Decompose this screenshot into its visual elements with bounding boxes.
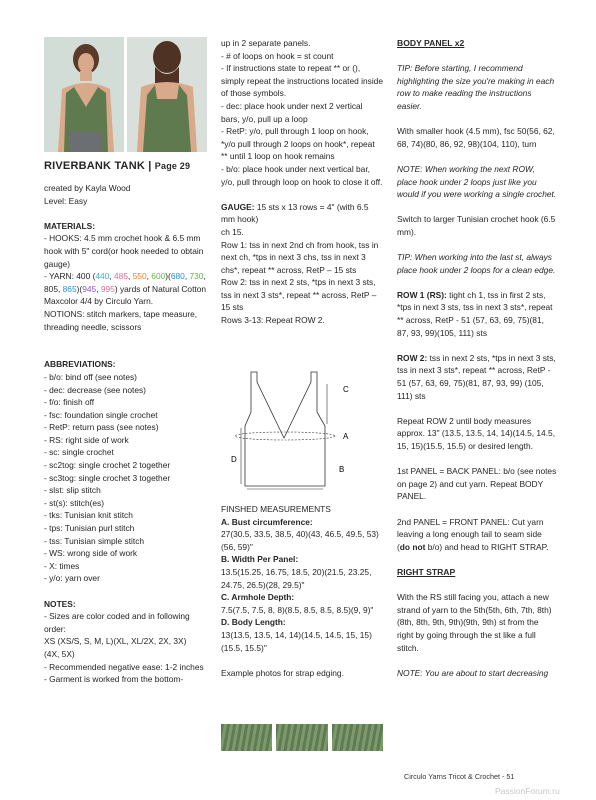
strap-instruction: With the RS still facing you, attach a new strand of yarn to the 5th(5th, 6th, 7th, 8th)(8th, 8th, 9th, 9th)(9th, 9th) st from the right by going through the st like a full stitch. [397, 592, 552, 653]
diagram-label-a: A [343, 432, 349, 441]
abbr-item: - st(s): stitch(es) [44, 497, 105, 508]
abbr-item: - fsc: foundation single crochet [44, 409, 158, 420]
abbr-item: - WS: wrong side of work [44, 548, 138, 559]
notes-cont: up in 2 separate panels. [221, 38, 311, 48]
abbr-item: - dec: decrease (see notes) [44, 384, 146, 395]
page-reference: Page 29 [154, 161, 191, 171]
armhole-values: 7.5(7.5, 7.5, 8, 8)(8.5, 8.5, 8.5, 8.5)(9, 9)" [221, 604, 374, 615]
panel-2: 2nd PANEL = FRONT PANEL: Cut yarn leaving a long enough tail to seam side (do not b/o) and head to RIGHT STRAP. [397, 516, 549, 552]
column-3 [397, 37, 557, 679]
repeat-instruction: Repeat ROW 2 until body measures approx. 13" (13.5, 13.5, 14, 14)(14.5, 14.5, 15, 15)(15.5, 15.5) or desired length. [397, 415, 556, 451]
notes-size-order-2: (4X, 5X) [44, 648, 75, 659]
note-2: NOTE: You are about to start decreasing [397, 667, 549, 678]
switch-hook: Switch to larger Tunisian crochet hook (6.5 mm). [397, 214, 556, 237]
body-length-values: 13(13.5, 13.5, 14, 14)(14.5, 14.5, 15, 15) (15.5, 15.5)" [221, 629, 372, 653]
title-text: RIVERBANK TANK [44, 160, 145, 172]
materials-heading: MATERIALS: [44, 220, 96, 231]
notes-cont: - dec: place hook under next 2 vertical bars, y/o, pull up a loop [221, 100, 363, 124]
notes-size-order: XS (XS/S, S, M, L)(XL, XL/2X, 2X, 3X) [44, 636, 187, 647]
notes-ease: - Recommended negative ease: 1-2 inches [44, 661, 204, 672]
column-2 [221, 37, 383, 327]
right-strap-heading: RIGHT STRAP [397, 566, 456, 577]
abbr-item: - b/o: bind off (see notes) [44, 371, 137, 382]
diagram-label-b: B [339, 465, 345, 474]
column-1 [44, 182, 210, 686]
notes-cont: - # of loops on hook = st count [221, 50, 334, 61]
materials-notions: NOTIONS: stitch markers, tape measure, threading needle, scissors [44, 308, 198, 332]
notes-heading: NOTES: [44, 598, 76, 609]
page-footer: Circulo Yarns Tricot & Crochet - 51 [404, 772, 515, 781]
model-photo-front [44, 37, 124, 152]
abbr-item: - sc2tog: single crochet 2 together [44, 460, 171, 471]
notes-worked: - Garment is worked from the bottom- [44, 674, 184, 685]
abbr-item: - RetP: return pass (see notes) [44, 422, 159, 433]
abbr-item: - sc3tog: single crochet 3 together [44, 472, 171, 483]
materials-yarn: - YARN: 400 (440, 485, 550, 600)(680, 730, 805, 865)(945, 995) yards of Natural Cotton Maxcolor 4/4 by Circulo Yarn. [44, 271, 207, 307]
gauge-row: Row 2: tss in next 2 sts, *tps in next 3 sts, tss in next 3 sts*, repeat ** across, RetP – 15 sts [221, 277, 377, 313]
abbr-item: - tps: Tunisian purl stitch [44, 523, 135, 534]
gauge-ch: ch 15. [221, 226, 244, 237]
gauge-row: Row 1: tss in next 2nd ch from hook, tss in next ch, *tps in next 3 chs, tss in next 3 chs*, repeat ** across, RetP – 15 sts [221, 239, 379, 275]
notes-cont: - b/o: place hook under next vertical bar, y/o, pull through loop on hook to close it off. [221, 163, 383, 187]
abbr-item: - sc: single crochet [44, 447, 114, 458]
strap-edging-photos [221, 724, 383, 751]
tip-1: TIP: Before starting, I recommend highlighting the size you're making in each row to make reading the instructions easier. [397, 63, 555, 111]
watermark: PassionForum.ru [495, 786, 560, 796]
designer: created by Kayla Wood [44, 183, 131, 193]
gauge-row: Rows 3-13: Repeat ROW 2. [221, 315, 325, 326]
note-1: NOTE: When working the next ROW, place hook under 2 loops just like you would if you were working a single crochet. [397, 163, 557, 200]
diagram-label-d: D [231, 455, 237, 464]
abbr-item: - X: times [44, 560, 80, 571]
abbr-item: - tss: Tunisian simple stitch [44, 535, 145, 546]
strap-photo [332, 724, 383, 751]
fm-heading: FINSHED MEASUREMENTS [221, 504, 331, 514]
abbr-item: - f/o: finish off [44, 397, 95, 408]
abbr-item: - RS: right side of work [44, 434, 129, 445]
row-1: ROW 1 (RS): tight ch 1, tss in first 2 sts, *tps in next 3 sts, tss in next 3 sts*, repeat ** across, RetP - 51 (57, 63, 69, 75)(81, 87, 93, 99)(105, 111) sts [397, 289, 553, 338]
gauge: GAUGE: 15 sts x 13 rows = 4" (with 6.5 mm hook) [221, 201, 369, 225]
pattern-title: RIVERBANK TANK | Page 29 [44, 160, 191, 172]
abbr-item: - tks: Tunisian knit stitch [44, 510, 133, 521]
armhole-label: C. Armhole Depth: [221, 592, 295, 603]
abbreviations-heading: ABBREVIATIONS: [44, 359, 116, 370]
model-photo-back [127, 37, 207, 152]
notes-sizes: - Sizes are color coded and in following order: [44, 611, 190, 634]
row-2: ROW 2: tss in next 2 sts, *tps in next 3 sts, tss in next 3 sts*, repeat ** across, RetP - 51 (57, 63, 69, 75)(81, 87, 93, 99) (105, 111) sts [397, 352, 556, 401]
strap-photo [221, 724, 272, 751]
diagram-label-c: C [343, 385, 349, 394]
strap-photo [276, 724, 327, 751]
level: Level: Easy [44, 195, 88, 206]
bust-label: A. Bust circumference: [221, 516, 313, 527]
notes-cont: - If instructions state to repeat ** or (), simply repeat the instructions located inside of those symbols. [221, 63, 383, 99]
body-panel-heading: BODY PANEL x2 [397, 38, 465, 48]
materials-hooks: - HOOKS: 4.5 mm crochet hook & 6.5 mm hook with 5" cord(or hook needed to obtain gauge) [44, 233, 204, 269]
abbr-item: - y/o: yarn over [44, 573, 100, 584]
abbr-item: - slst: slip stitch [44, 485, 101, 496]
fsc-instruction: With smaller hook (4.5 mm), fsc 50(56, 62, 68, 74)(80, 86, 92, 98)(104, 110), turn [397, 126, 555, 149]
panel-1: 1st PANEL = BACK PANEL: b/o (see notes on page 2) and cut yarn. Repeat BODY PANEL. [397, 466, 557, 502]
body-length-label: D. Body Length: [221, 617, 286, 628]
notes-cont: - RetP: y/o, pull through 1 loop on hook, *y/o pull through 2 loops on hook*, repeat ** until 1 loop on hook remains [221, 126, 375, 162]
tip-2: TIP: When working into the last st, always place hook under 2 loops for a clean edge. [397, 252, 556, 275]
example-caption: Example photos for strap edging. [221, 667, 344, 678]
width-label: B. Width Per Panel: [221, 554, 299, 565]
width-values: 13.5(15.25, 16.75, 18.5, 20)(21.5, 23.25, 24.75, 26.5)(28, 29.5)" [221, 566, 372, 590]
tank-schematic [221, 362, 361, 494]
bust-values: 27(30.5, 33.5, 38.5, 40)(43, 46.5, 49.5, 53)(56, 59)" [221, 529, 379, 552]
finished-measurements [221, 503, 383, 679]
